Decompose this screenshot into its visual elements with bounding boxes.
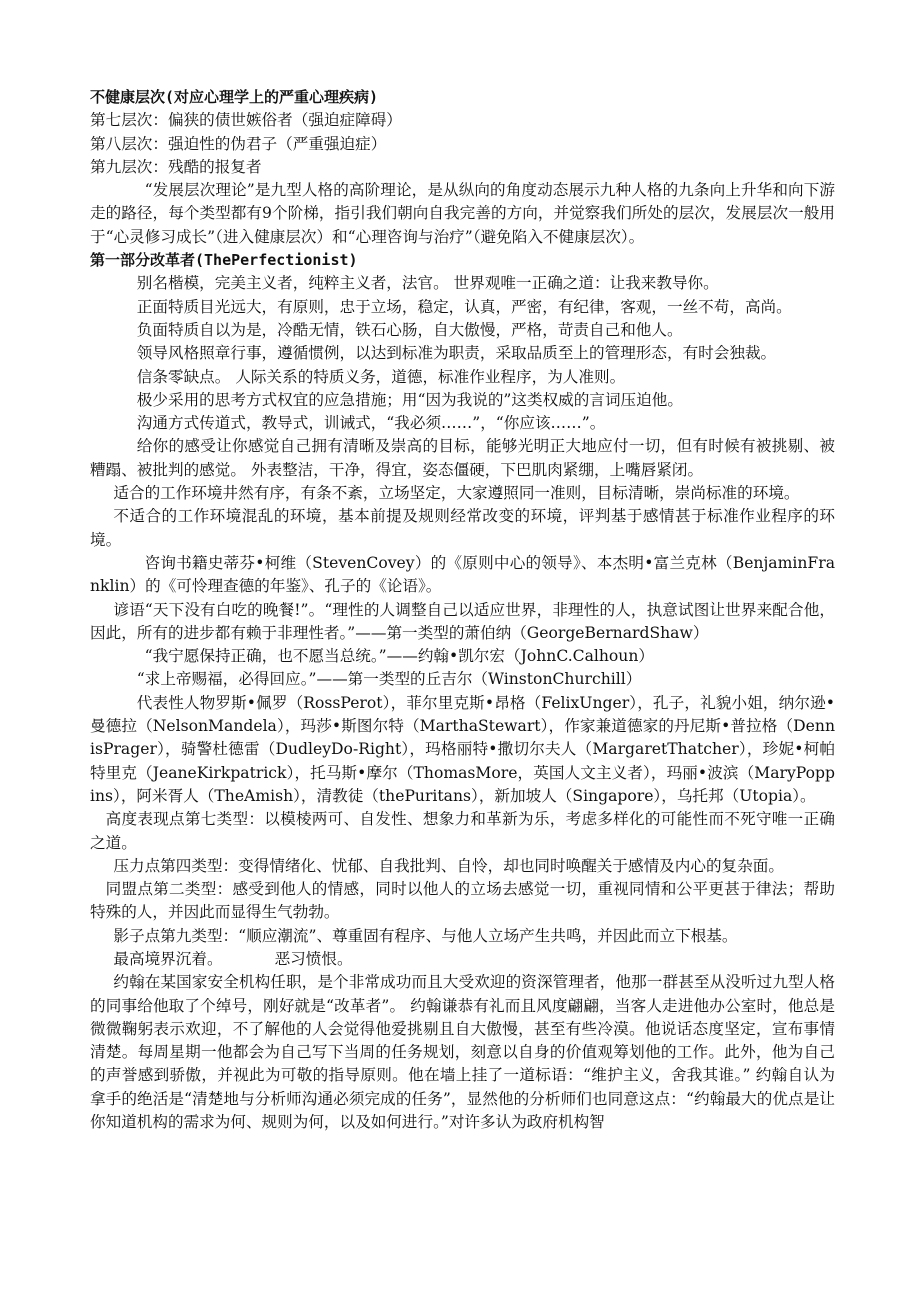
level-seven: 第七层次：偏狭的债世嫉俗者（强迫症障碍） <box>90 111 402 130</box>
work-env-bad: 不适合的工作环境混乱的环境，基本前提及规则经常改变的环境，评判基于感情甚于标准作业程序的环境。 <box>90 507 835 549</box>
heading-unhealthy-levels: 不健康层次(对应心理学上的严重心理疾病) <box>90 88 379 106</box>
trait-positive: 正面特质目光远大，有原则，忠于立场，稳定，认真，严密，有纪律，客观，一丝不苟，高尚。 <box>136 297 792 316</box>
point-shadow: 影子点第九类型：“顺应潮流”、尊重固有程序、与他人立场产生共鸣，并因此而立下根基。 <box>113 926 738 945</box>
trait-alias: 别名楷模，完美主义者，纯粹主义者，法官。 世界观唯一正确之道：让我来教导你。 <box>136 274 719 293</box>
books-paragraph: 咨询书籍史蒂芬•柯维（StevenCovey）的《原则中心的领导》、本杰明•富兰克林（BenjaminFranklin）的《可怜理查德的年鉴》、孔子的《论语》。 <box>90 553 835 596</box>
realm-line <box>90 948 835 971</box>
realm-low: 恶习愤恨。 <box>274 949 353 968</box>
trait-feeling: 给你的感受让你感觉自己拥有清晰及崇高的目标，能够光明正大地应付一切，但有时候有被挑剔、被糟蹋、被批判的感觉。 外表整洁，干净，得宜，姿态僵硬，下巴肌肉紧绷，上嘴唇紧闭。 <box>90 437 835 479</box>
document-page <box>90 86 835 1134</box>
trait-thinking: 极少采用的思考方式权宜的应急措施；用“因为我说的”这类权威的言词压迫他。 <box>136 390 683 409</box>
realm-high: 最高境界沉着。 <box>113 949 223 968</box>
heading-part-one: 第一部分改革者(ThePerfectionist) <box>90 251 358 270</box>
quote-calhoun: “我宁愿保持正确，也不愿当总统。”——约翰•凯尔宏（JohnC.Calhoun） <box>144 647 654 666</box>
point-stress: 压力点第四类型：变得情绪化、忧郁、自我批判、自怜，却也同时唤醒关于感情及内心的复杂面。 <box>113 856 784 875</box>
level-nine: 第九层次：残酷的报复者 <box>90 157 262 176</box>
intro-paragraph: “发展层次理论”是九型人格的高阶理论，是从纵向的角度动态展示九种人格的九条向上升华和向下游走的路径，每个类型都有9个阶梯，指引我们朝向自我完善的方向，并觉察我们所处的层次，发展层次一般用于“心灵修习成长”（进入健康层次）和“心理咨询与治疗”（避免陷入不健康层次）。 <box>90 181 835 246</box>
trait-communication: 沟通方式传道式，教导式，训诫式，“我必须……”，“你应该……”。 <box>136 414 606 433</box>
proverb-paragraph: 谚语“天下没有白吃的晚餐!”。“理性的人调整自己以适应世界，非理性的人，执意试图让世界来配合他，因此，所有的进步都有赖于非理性者。”——第一类型的萧伯纳（GeorgeBernardShaw） <box>90 600 835 642</box>
story-paragraph: 约翰在某国家安全机构任职，是个非常成功而且大受欢迎的资深管理者，他那一群甚至从没听过九型人格的同事给他取了个绰号，刚好就是“改革者”。 约翰谦恭有礼而且风度翩翩，当客人走进他办公室时，他总是微微鞠躬表示欢迎，不了解他的人会觉得他爱挑剔且自大傲慢，甚至有些冷漠。他说话态度坚定，宣布事情清楚。每周星期一他都会为自己写下当周的任务规划，刻意以自身的价值观筹划他的工作。此外，他为自己的声誉感到骄傲，并视此为可敬的指导原则。他在墙上挂了一道标语：“维护主义，舍我其谁。” 约翰自认为拿手的绝活是“清楚地与分析师沟通必须完成的任务”，显然他的分析师们也同意这点：“约翰最大的优点是让你知道机构的需求为何、规则为何，以及如何进行。”对许多认为政府机构智 <box>90 973 835 1132</box>
trait-creed: 信条零缺点。 人际关系的特质义务，道德，标准作业程序，为人准则。 <box>136 367 626 386</box>
quote-churchill: “求上帝赐福，必得回应。”——第一类型的丘吉尔（WinstonChurchill） <box>136 670 642 689</box>
figures-paragraph: 代表性人物罗斯•佩罗（RossPerot），菲尔里克斯•昂格（FelixUnger），孔子，礼貌小姐，纳尔逊•曼德拉（NelsonMandela），玛莎•斯图尔特（MarthaStewart），作家兼道德家的丹尼斯•普拉格（DennisPrager），骑警杜德雷（DudleyDo-Right），玛格丽特•撒切尔夫人（MargaretThatcher），珍妮•柯帕特里克（JeaneKirkpatrick），托马斯•摩尔（ThomasMore，英国人文主义者），玛丽•波滨（MaryPoppins），阿米胥人（TheAmish），清教徒（thePuritans），新加坡人（Singapore），乌托邦（Utopia）。 <box>90 693 835 805</box>
level-eight: 第八层次：强迫性的伪君子（严重强迫症） <box>90 134 387 153</box>
trait-negative: 负面特质自以为是，冷酷无情，铁石心肠，自大傲慢，严格，苛责自己和他人。 <box>136 320 683 339</box>
work-env-good: 适合的工作环境井然有序，有条不紊，立场坚定，大家遵照同一准则，目标清晰，崇尚标准的环境。 <box>113 484 800 503</box>
point-ally: 同盟点第二类型：感受到他人的情感，同时以他人的立场去感觉一切，重视同情和公平更甚于律法；帮助特殊的人，并因此而显得生气勃勃。 <box>90 880 835 922</box>
point-high: 高度表现点第七类型：以模棱两可、自发性、想象力和革新为乐，考虑多样化的可能性而不死守唯一正确之道。 <box>90 810 835 852</box>
trait-leadership: 领导风格照章行事，遵循惯例，以达到标准为职责，采取品质至上的管理形态，有时会独裁。 <box>136 344 777 363</box>
